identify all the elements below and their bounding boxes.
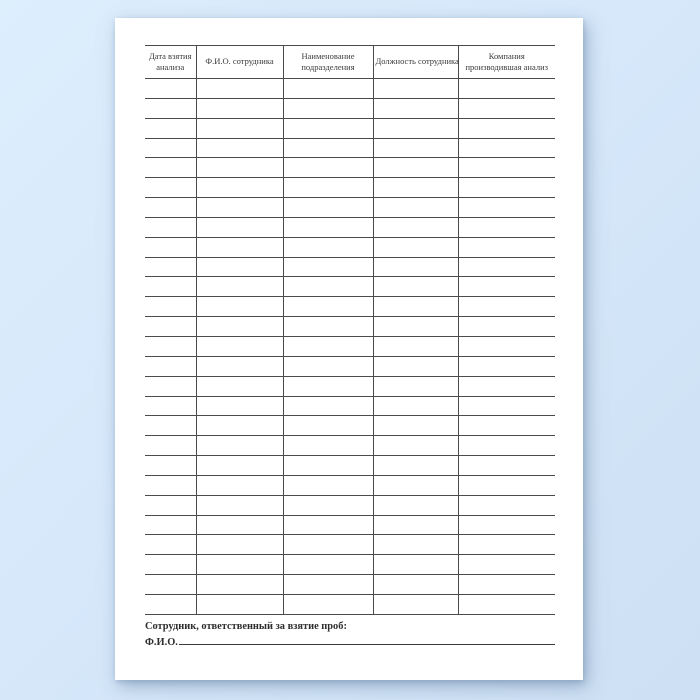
table-row bbox=[145, 198, 555, 218]
table-cell bbox=[196, 178, 283, 198]
table-cell bbox=[145, 79, 196, 99]
table-row bbox=[145, 138, 555, 158]
table-row bbox=[145, 178, 555, 198]
table-cell bbox=[458, 138, 555, 158]
table-cell bbox=[458, 495, 555, 515]
table-cell bbox=[373, 198, 458, 218]
table-cell bbox=[283, 336, 373, 356]
table-cell bbox=[458, 515, 555, 535]
table-cell bbox=[458, 356, 555, 376]
table-row bbox=[145, 396, 555, 416]
table-cell bbox=[283, 515, 373, 535]
table-cell bbox=[373, 98, 458, 118]
table-cell bbox=[458, 317, 555, 337]
table-cell bbox=[145, 257, 196, 277]
table-cell bbox=[145, 317, 196, 337]
table-row bbox=[145, 515, 555, 535]
table-cell bbox=[196, 376, 283, 396]
table-cell bbox=[373, 396, 458, 416]
table-cell bbox=[373, 535, 458, 555]
table-cell bbox=[283, 277, 373, 297]
table-cell bbox=[196, 456, 283, 476]
fio-label: Ф.И.О. bbox=[145, 637, 178, 648]
table-row bbox=[145, 535, 555, 555]
table-row bbox=[145, 376, 555, 396]
table-cell bbox=[373, 138, 458, 158]
table-cell bbox=[283, 118, 373, 138]
table-row bbox=[145, 237, 555, 257]
table-cell bbox=[145, 495, 196, 515]
table-cell bbox=[373, 257, 458, 277]
table-cell bbox=[283, 376, 373, 396]
table-cell bbox=[283, 575, 373, 595]
table-row bbox=[145, 436, 555, 456]
table-cell bbox=[196, 98, 283, 118]
table-cell bbox=[145, 535, 196, 555]
table-row bbox=[145, 495, 555, 515]
samples-log-table bbox=[145, 45, 555, 615]
table-cell bbox=[283, 416, 373, 436]
table-cell bbox=[373, 297, 458, 317]
table-cell bbox=[196, 495, 283, 515]
table-row bbox=[145, 456, 555, 476]
table-row bbox=[145, 118, 555, 138]
table-cell bbox=[373, 336, 458, 356]
table-cell bbox=[283, 456, 373, 476]
table-cell bbox=[373, 376, 458, 396]
table-cell bbox=[196, 217, 283, 237]
table-cell bbox=[458, 158, 555, 178]
fio-row bbox=[145, 634, 555, 649]
table-row bbox=[145, 217, 555, 237]
table-cell bbox=[458, 475, 555, 495]
table-cell bbox=[196, 257, 283, 277]
table-row bbox=[145, 98, 555, 118]
table-cell bbox=[458, 257, 555, 277]
table-cell bbox=[373, 237, 458, 257]
table-row bbox=[145, 79, 555, 99]
table-cell bbox=[145, 297, 196, 317]
table-cell bbox=[458, 436, 555, 456]
table-cell bbox=[196, 138, 283, 158]
table-cell bbox=[196, 555, 283, 575]
table-cell bbox=[145, 555, 196, 575]
table-cell bbox=[196, 436, 283, 456]
table-cell bbox=[283, 317, 373, 337]
table-cell bbox=[196, 396, 283, 416]
table-cell bbox=[145, 356, 196, 376]
table-row bbox=[145, 277, 555, 297]
table-cell bbox=[458, 594, 555, 614]
table-cell bbox=[283, 158, 373, 178]
table-row bbox=[145, 297, 555, 317]
table-cell bbox=[373, 178, 458, 198]
table-cell bbox=[145, 336, 196, 356]
responsible-person-label: Сотрудник, ответственный за взятие проб: bbox=[145, 621, 347, 632]
table-cell bbox=[145, 436, 196, 456]
table-cell bbox=[196, 475, 283, 495]
table-cell bbox=[458, 416, 555, 436]
table-cell bbox=[196, 237, 283, 257]
table-cell bbox=[458, 336, 555, 356]
table-cell bbox=[373, 495, 458, 515]
table-cell bbox=[373, 79, 458, 99]
table-cell bbox=[145, 98, 196, 118]
table-cell bbox=[145, 376, 196, 396]
table-body bbox=[145, 79, 555, 615]
table-cell bbox=[145, 575, 196, 595]
table-cell bbox=[283, 98, 373, 118]
table-cell bbox=[373, 118, 458, 138]
table-cell bbox=[145, 416, 196, 436]
table-cell bbox=[145, 158, 196, 178]
table-cell bbox=[283, 535, 373, 555]
table-cell bbox=[145, 396, 196, 416]
table-cell bbox=[145, 138, 196, 158]
table-cell bbox=[458, 178, 555, 198]
table-cell bbox=[458, 198, 555, 218]
table-cell bbox=[196, 158, 283, 178]
table-cell bbox=[373, 277, 458, 297]
table-cell bbox=[458, 277, 555, 297]
table-cell bbox=[283, 79, 373, 99]
table-cell bbox=[196, 336, 283, 356]
table-row bbox=[145, 158, 555, 178]
table-cell bbox=[373, 158, 458, 178]
table-cell bbox=[458, 376, 555, 396]
table-cell bbox=[458, 217, 555, 237]
table-cell bbox=[196, 356, 283, 376]
table-cell bbox=[145, 198, 196, 218]
table-cell bbox=[283, 138, 373, 158]
column-header-5: Компания производившая анализ bbox=[458, 46, 555, 79]
table-cell bbox=[145, 475, 196, 495]
table-cell bbox=[145, 118, 196, 138]
table-cell bbox=[196, 198, 283, 218]
table-cell bbox=[145, 178, 196, 198]
table-row bbox=[145, 575, 555, 595]
table-row bbox=[145, 594, 555, 614]
table-row bbox=[145, 555, 555, 575]
table-cell bbox=[196, 515, 283, 535]
table-cell bbox=[373, 515, 458, 535]
table-cell bbox=[458, 118, 555, 138]
table-cell bbox=[373, 416, 458, 436]
table-cell bbox=[458, 79, 555, 99]
table-cell bbox=[283, 475, 373, 495]
table-cell bbox=[373, 575, 458, 595]
table-cell bbox=[283, 356, 373, 376]
table-cell bbox=[145, 237, 196, 257]
table-cell bbox=[373, 475, 458, 495]
table-row bbox=[145, 317, 555, 337]
table-cell bbox=[458, 297, 555, 317]
table-cell bbox=[283, 436, 373, 456]
table-cell bbox=[283, 594, 373, 614]
table-cell bbox=[458, 98, 555, 118]
column-header-4: Должность сотрудника bbox=[373, 46, 458, 79]
footer bbox=[145, 620, 555, 649]
table-cell bbox=[196, 535, 283, 555]
table-cell bbox=[373, 436, 458, 456]
column-header-3: Наименование подразделения bbox=[283, 46, 373, 79]
table-row bbox=[145, 336, 555, 356]
table-cell bbox=[458, 535, 555, 555]
table-cell bbox=[145, 277, 196, 297]
table-cell bbox=[373, 356, 458, 376]
table-row bbox=[145, 356, 555, 376]
table-cell bbox=[283, 178, 373, 198]
table-cell bbox=[458, 237, 555, 257]
table-cell bbox=[145, 515, 196, 535]
table-cell bbox=[283, 555, 373, 575]
table-row bbox=[145, 416, 555, 436]
table-header-row bbox=[145, 46, 555, 79]
table-cell bbox=[196, 118, 283, 138]
column-header-1: Дата взятия анализа bbox=[148, 50, 192, 72]
table-cell bbox=[196, 277, 283, 297]
table-cell bbox=[283, 257, 373, 277]
column-header-2: Ф.И.О. сотрудника bbox=[196, 46, 283, 79]
table-cell bbox=[283, 495, 373, 515]
table-cell bbox=[458, 575, 555, 595]
table-cell bbox=[196, 575, 283, 595]
table-cell bbox=[283, 237, 373, 257]
table-cell bbox=[458, 456, 555, 476]
table-cell bbox=[373, 456, 458, 476]
table-cell bbox=[196, 416, 283, 436]
document-page bbox=[115, 18, 583, 680]
table-row bbox=[145, 475, 555, 495]
table-cell bbox=[196, 297, 283, 317]
table-cell bbox=[196, 317, 283, 337]
table-cell bbox=[373, 555, 458, 575]
table-row bbox=[145, 257, 555, 277]
table-cell bbox=[373, 217, 458, 237]
table-cell bbox=[283, 217, 373, 237]
table-cell bbox=[283, 396, 373, 416]
table-cell bbox=[145, 594, 196, 614]
table-cell bbox=[196, 79, 283, 99]
table-cell bbox=[196, 594, 283, 614]
table-cell bbox=[283, 297, 373, 317]
table-cell bbox=[145, 456, 196, 476]
fio-underline bbox=[179, 634, 555, 645]
table-cell bbox=[283, 198, 373, 218]
table-cell bbox=[373, 594, 458, 614]
table-cell bbox=[373, 317, 458, 337]
table-cell bbox=[458, 396, 555, 416]
table-cell bbox=[145, 217, 196, 237]
table-cell bbox=[458, 555, 555, 575]
